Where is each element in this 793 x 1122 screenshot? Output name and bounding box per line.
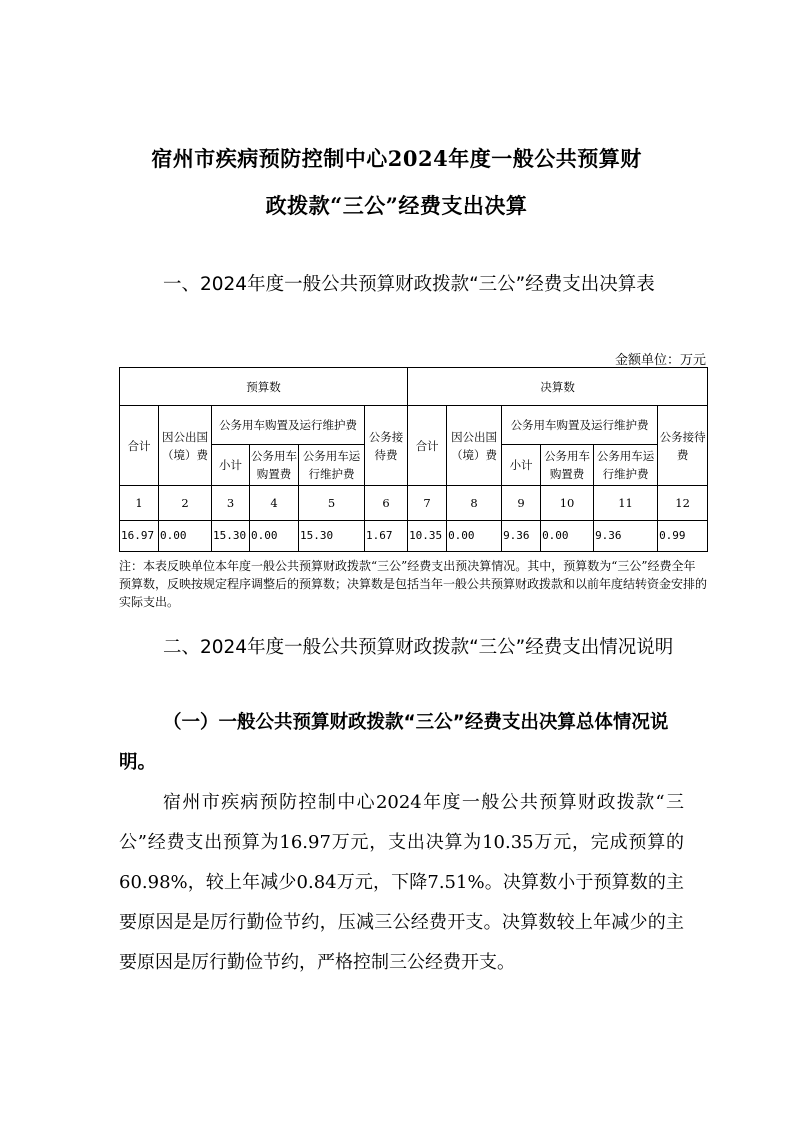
final-group-header: 决算数 xyxy=(408,368,708,406)
column-number: 7 xyxy=(408,486,447,521)
column-number: 9 xyxy=(502,486,541,521)
column-number: 4 xyxy=(250,486,299,521)
final-vehicle-subtotal-value: 9.36 xyxy=(502,521,541,552)
budget-abroad-value: 0.00 xyxy=(159,521,212,552)
final-abroad-header: 因公出国（境）费 xyxy=(447,406,502,486)
document-title-line-1: 宿州市疾病预防控制中心2024年度一般公共预算财 xyxy=(151,146,642,171)
column-number: 10 xyxy=(541,486,594,521)
column-number: 8 xyxy=(447,486,502,521)
final-vehicle-group-header: 公务用车购置及运行维护费 xyxy=(502,406,658,445)
budget-vehicle-group-header: 公务用车购置及运行维护费 xyxy=(212,406,365,445)
column-number: 6 xyxy=(365,486,408,521)
final-total-header: 合计 xyxy=(408,406,447,486)
final-vehicle-operation-value: 9.36 xyxy=(594,521,658,552)
body-paragraph: 宿州市疾病预防控制中心2024年度一般公共预算财政拨款“三公”经费支出预算为16.97万元，支出决算为10.35万元，完成预算的60.98%，较上年减少0.84万元，下降7.51%。决算数小于预算数的主要原因是是厉行勤俭节约，压减三公经费开支。决算数较上年减少的主要原因是厉行勤俭节约，严格控制三公经费开支。 xyxy=(119,792,684,973)
budget-reception-value: 1.67 xyxy=(365,521,408,552)
column-number: 5 xyxy=(299,486,365,521)
subsection-1-heading: （一）一般公共预算财政拨款“三公”经费支出决算总体情况说明。 xyxy=(119,712,669,773)
three-public-expenses-table xyxy=(119,367,708,552)
budget-vehicle-operation-value: 15.30 xyxy=(299,521,365,552)
final-vehicle-operation-header: 公务用车运行维护费 xyxy=(594,445,658,486)
column-number: 11 xyxy=(594,486,658,521)
final-total-value: 10.35 xyxy=(408,521,447,552)
section-2-heading: 二、2024年度一般公共预算财政拨款“三公”经费支出情况说明 xyxy=(163,637,674,658)
column-number: 3 xyxy=(212,486,250,521)
budget-vehicle-subtotal-value: 15.30 xyxy=(212,521,250,552)
budget-vehicle-purchase-header: 公务用车购置费 xyxy=(250,445,299,486)
column-number: 2 xyxy=(159,486,212,521)
final-reception-header: 公务接待费 xyxy=(658,406,708,486)
table-note: 注：本表反映单位本年度一般公共预算财政拨款“三公”经费支出预决算情况。其中，预算数为“三公”经费全年预算数，反映按规定程序调整后的预算数；决算数是包括当年一般公共预算财政拨款和以前年度结转资金安排的实际支出。 xyxy=(119,559,708,609)
final-reception-value: 0.99 xyxy=(658,521,708,552)
budget-subtotal-header: 小计 xyxy=(212,445,250,486)
final-vehicle-purchase-header: 公务用车购置费 xyxy=(541,445,594,486)
unit-label: 金额单位：万元 xyxy=(614,353,706,368)
final-subtotal-header: 小计 xyxy=(502,445,541,486)
budget-abroad-header: 因公出国（境）费 xyxy=(159,406,212,486)
document-title-line-2: 政拨款“三公”经费支出决算 xyxy=(265,193,528,218)
budget-total-header: 合计 xyxy=(120,406,159,486)
budget-group-header: 预算数 xyxy=(120,368,408,406)
column-number: 1 xyxy=(120,486,159,521)
final-vehicle-purchase-value: 0.00 xyxy=(541,521,594,552)
budget-vehicle-purchase-value: 0.00 xyxy=(250,521,299,552)
section-1-heading: 一、2024年度一般公共预算财政拨款“三公”经费支出决算表 xyxy=(163,274,655,295)
final-abroad-value: 0.00 xyxy=(447,521,502,552)
budget-total-value: 16.97 xyxy=(120,521,159,552)
column-number: 12 xyxy=(658,486,708,521)
budget-reception-header: 公务接待费 xyxy=(365,406,408,486)
budget-vehicle-operation-header: 公务用车运行维护费 xyxy=(299,445,365,486)
